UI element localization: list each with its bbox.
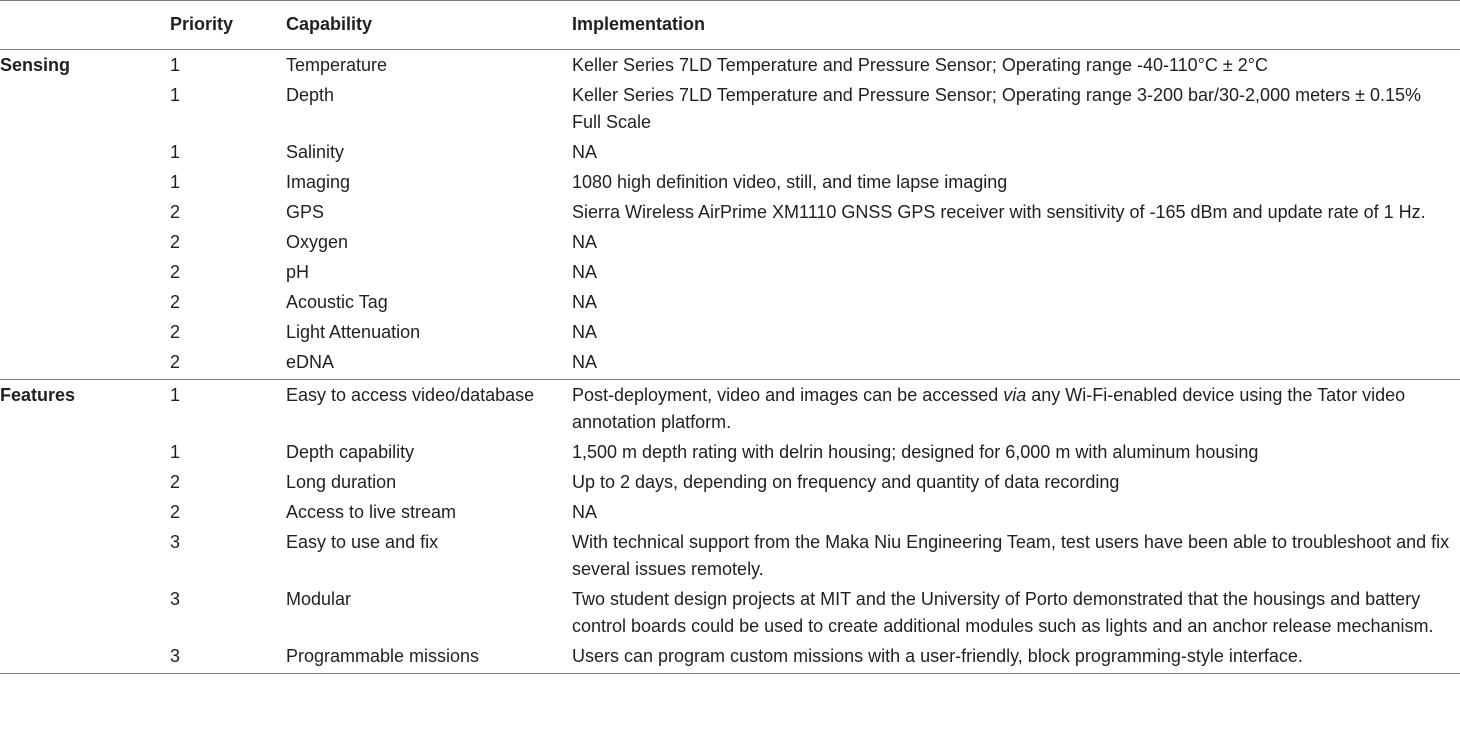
- capability-cell: Easy to access video/database: [286, 385, 535, 405]
- implementation-cell: Keller Series 7LD Temperature and Pressure Sensor; Operating range 3-200 bar/30-2,000 meters ± 0.15% Full Scale: [572, 85, 1422, 132]
- sensing-group-label: Sensing: [0, 55, 71, 75]
- capability-cell: Light Attenuation: [286, 322, 421, 342]
- features-group-label: [0, 469, 168, 499]
- implementation-cell: NA: [572, 349, 1460, 380]
- capability-cell: Access to live stream: [286, 502, 457, 522]
- table-body: [0, 50, 1460, 674]
- capability-cell: Easy to use and fix: [286, 532, 439, 552]
- priority-cell: 2: [170, 232, 181, 252]
- sensing-group-label: [0, 199, 168, 229]
- table-row: [0, 380, 1460, 440]
- table-row: [0, 289, 1460, 319]
- implementation-text: any Wi-Fi-enabled device using the Tator video annotation platform.: [572, 385, 1406, 432]
- priority-cell: 1: [170, 85, 181, 105]
- sensing-group-label: [0, 349, 168, 380]
- table-row: [0, 529, 1460, 586]
- table-row: [0, 199, 1460, 229]
- priority-cell: 1: [170, 172, 181, 192]
- sensing-group-label: [0, 82, 168, 139]
- sensing-group-label: [0, 319, 168, 349]
- table-row: [0, 259, 1460, 289]
- implementation-cell: Two student design projects at MIT and the University of Porto demonstrated that the housings and battery control boards could be used to create additional modules such as lights and an anchor release mechanism.: [572, 589, 1434, 636]
- priority-cell: 1: [170, 142, 181, 162]
- table-row: [0, 229, 1460, 259]
- features-group-label: [0, 586, 168, 643]
- priority-cell: 3: [170, 532, 181, 552]
- implementation-cell: 1080 high definition video, still, and time lapse imaging: [572, 172, 1008, 192]
- capability-cell: Oxygen: [286, 232, 349, 252]
- features-group-label: [0, 439, 168, 469]
- implementation-cell: Up to 2 days, depending on frequency and quantity of data recording: [572, 472, 1120, 492]
- priority-cell: 2: [170, 502, 181, 522]
- implementation-cell: NA: [572, 262, 598, 282]
- implementation-cell: Sierra Wireless AirPrime XM1110 GNSS GPS receiver with sensitivity of -165 dBm and update rate of 1 Hz.: [572, 202, 1426, 222]
- priority-cell: 2: [170, 262, 181, 282]
- implementation-text: Post-deployment, video and images can be accessed: [572, 385, 1004, 405]
- priority-cell: 2: [170, 322, 181, 342]
- table-row: [0, 82, 1460, 139]
- sensing-group-label: [0, 169, 168, 199]
- priority-cell: 2: [170, 292, 181, 312]
- header-group: [0, 1, 168, 50]
- capability-cell: Long duration: [286, 472, 397, 492]
- implementation-cell: NA: [572, 502, 598, 522]
- implementation-cell: [572, 380, 1460, 440]
- header-capability: Capability: [286, 1, 572, 50]
- table-row: [0, 169, 1460, 199]
- header-row: [0, 1, 1460, 50]
- table-row: [0, 643, 1460, 674]
- priority-cell: 2: [170, 472, 181, 492]
- capability-cell: eDNA: [286, 349, 572, 380]
- implementation-cell: 1,500 m depth rating with delrin housing; designed for 6,000 m with aluminum housing: [572, 442, 1259, 462]
- implementation-cell: NA: [572, 322, 598, 342]
- implementation-cell: Users can program custom missions with a user-friendly, block programming-style interface.: [572, 643, 1460, 674]
- table-row: [0, 499, 1460, 529]
- priority-cell: 2: [168, 349, 286, 380]
- capability-cell: Imaging: [286, 172, 351, 192]
- capability-cell: Depth capability: [286, 442, 415, 462]
- table-row: [0, 586, 1460, 643]
- capability-cell: Modular: [286, 589, 352, 609]
- features-group-label: [0, 643, 168, 674]
- sensing-group-label: [0, 229, 168, 259]
- sensing-group-label: [0, 139, 168, 169]
- table-row: [0, 139, 1460, 169]
- priority-cell: 2: [170, 202, 181, 222]
- implementation-cell: With technical support from the Maka Niu Engineering Team, test users have been able to troubleshoot and fix several issues remotely.: [572, 532, 1450, 579]
- table-row: [0, 469, 1460, 499]
- features-group-label: [0, 529, 168, 586]
- header-priority: Priority: [168, 1, 286, 50]
- table-row: [0, 50, 1460, 83]
- priority-cell: 1: [170, 385, 181, 405]
- implementation-emphasis: via: [1003, 385, 1027, 405]
- capability-cell: pH: [286, 262, 310, 282]
- capability-cell: Depth: [286, 85, 335, 105]
- capability-cell: Salinity: [286, 142, 345, 162]
- implementation-cell: Keller Series 7LD Temperature and Pressure Sensor; Operating range -40-110°C ± 2°C: [572, 55, 1268, 75]
- features-group-label: [0, 499, 168, 529]
- priority-cell: 1: [170, 442, 181, 462]
- implementation-cell: NA: [572, 292, 598, 312]
- priority-cell: 1: [170, 55, 181, 75]
- table-row: [0, 319, 1460, 349]
- priority-cell: 3: [168, 643, 286, 674]
- capability-cell: GPS: [286, 202, 325, 222]
- implementation-cell: NA: [572, 142, 598, 162]
- capability-cell: Programmable missions: [286, 643, 572, 674]
- features-group-label: Features: [0, 385, 76, 405]
- implementation-cell: NA: [572, 232, 598, 252]
- sensing-group-label: [0, 259, 168, 289]
- header-implementation: Implementation: [572, 1, 1460, 50]
- table-row: [0, 439, 1460, 469]
- capability-cell: Temperature: [286, 55, 388, 75]
- capability-cell: Acoustic Tag: [286, 292, 388, 312]
- sensing-group-label: [0, 289, 168, 319]
- table-row: [0, 349, 1460, 380]
- priority-cell: 3: [170, 589, 181, 609]
